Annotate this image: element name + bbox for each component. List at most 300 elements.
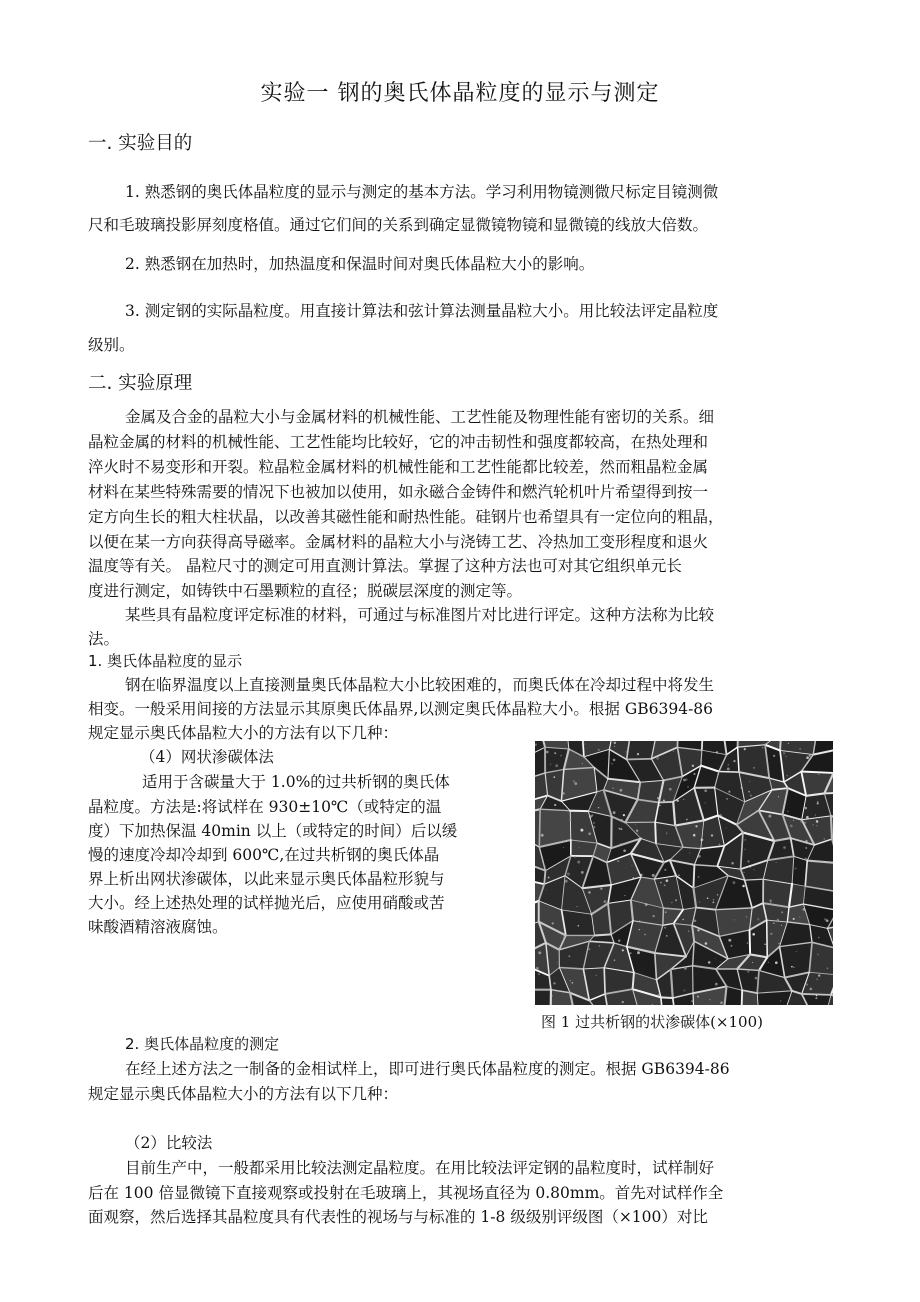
speckle bbox=[630, 952, 632, 954]
speckle bbox=[775, 961, 778, 964]
speckle bbox=[631, 865, 632, 866]
grain-boundary bbox=[719, 771, 739, 772]
speckle bbox=[645, 903, 648, 906]
speckle bbox=[664, 927, 666, 929]
grain-boundary bbox=[539, 809, 540, 847]
speckle bbox=[748, 791, 750, 793]
speckle bbox=[541, 834, 544, 837]
speckle bbox=[790, 825, 793, 828]
speckle bbox=[553, 982, 555, 984]
speckle bbox=[637, 869, 638, 870]
purpose-3-line-2: 级别。 bbox=[88, 336, 135, 354]
speckle bbox=[659, 805, 661, 807]
speckle bbox=[728, 791, 730, 793]
speckle bbox=[686, 819, 688, 821]
grain-boundary bbox=[659, 802, 673, 803]
speckle bbox=[773, 755, 775, 757]
speckle bbox=[618, 940, 620, 942]
speckle bbox=[538, 951, 541, 954]
speckle bbox=[614, 959, 615, 960]
speckle bbox=[676, 918, 678, 920]
method-line: 适用于含碳量大于 1.0%的过共析钢的奥氏体 bbox=[142, 773, 450, 791]
speckle bbox=[657, 797, 659, 799]
speckle bbox=[550, 764, 551, 765]
speckle bbox=[804, 858, 807, 861]
speckle bbox=[657, 980, 658, 981]
speckle bbox=[747, 890, 748, 891]
speckle bbox=[579, 847, 580, 848]
speckle bbox=[684, 967, 687, 970]
speckle bbox=[812, 824, 814, 826]
speckle bbox=[639, 929, 640, 930]
speckle bbox=[791, 966, 793, 968]
speckle bbox=[806, 756, 809, 759]
speckle bbox=[800, 820, 802, 822]
speckle bbox=[700, 759, 702, 761]
speckle bbox=[588, 948, 590, 950]
speckle bbox=[787, 775, 788, 776]
speckle bbox=[804, 822, 806, 824]
speckle bbox=[621, 819, 623, 821]
speckle bbox=[598, 807, 600, 809]
comparison-line: 后在 100 倍显微镜下直接观察或投射在毛玻璃上，其视场直径为 0.80mm。首先对试样作全 bbox=[88, 1184, 724, 1202]
speckle bbox=[747, 942, 748, 943]
grain-boundary bbox=[663, 908, 664, 925]
grain-boundary bbox=[655, 822, 656, 843]
speckle bbox=[620, 843, 621, 844]
speckle bbox=[614, 746, 615, 747]
speckle bbox=[582, 763, 583, 764]
speckle bbox=[698, 772, 699, 773]
speckle bbox=[745, 839, 746, 840]
display-line: 规定显示奥氏体晶粒大小的方法有以下几种： bbox=[88, 724, 399, 742]
speckle bbox=[552, 922, 554, 924]
speckle bbox=[778, 796, 779, 797]
speckle bbox=[770, 933, 772, 935]
speckle bbox=[816, 825, 817, 826]
speckle bbox=[622, 1001, 624, 1003]
speckle bbox=[799, 748, 800, 749]
grain-boundary bbox=[544, 871, 545, 885]
speckle bbox=[806, 984, 808, 986]
speckle bbox=[574, 856, 576, 858]
speckle bbox=[638, 787, 640, 789]
speckle bbox=[673, 751, 674, 752]
speckle bbox=[818, 974, 820, 976]
speckle bbox=[753, 869, 754, 870]
display-line: 相变。一般采用间接的方法显示其原奥氏体晶界,以测定奥氏体晶粒大小。根据 GB6394-86 bbox=[88, 700, 714, 718]
speckle bbox=[783, 846, 786, 849]
speckle bbox=[810, 988, 813, 991]
speckle bbox=[548, 876, 550, 878]
subsection-heading-measurement: 2. 奥氏体晶粒度的测定 bbox=[125, 1035, 280, 1053]
speckle bbox=[750, 866, 751, 867]
speckle bbox=[538, 973, 540, 975]
speckle bbox=[620, 828, 622, 830]
speckle bbox=[734, 919, 735, 920]
speckle bbox=[815, 814, 816, 815]
speckle bbox=[664, 869, 666, 871]
speckle bbox=[683, 779, 686, 782]
speckle bbox=[788, 742, 790, 744]
speckle bbox=[719, 844, 721, 846]
speckle bbox=[745, 882, 746, 883]
speckle bbox=[816, 820, 818, 822]
speckle bbox=[711, 834, 713, 836]
speckle bbox=[657, 994, 659, 996]
speckle bbox=[565, 880, 568, 883]
grain-network-image bbox=[535, 741, 833, 1005]
speckle bbox=[698, 855, 701, 858]
speckle bbox=[824, 918, 827, 921]
speckle bbox=[632, 877, 634, 879]
speckle bbox=[721, 962, 722, 963]
speckle bbox=[676, 799, 678, 801]
speckle bbox=[562, 792, 565, 795]
speckle bbox=[781, 911, 783, 913]
speckle bbox=[569, 819, 571, 821]
speckle bbox=[818, 774, 819, 775]
section-heading-purpose: 一. 实验目的 bbox=[88, 133, 193, 154]
speckle bbox=[744, 872, 745, 873]
speckle bbox=[680, 764, 682, 766]
principle-line: 以便在某一方向获得高导磁率。金属材料的晶粒大小与浇铸工艺、冷热加工变形程度和退火 bbox=[88, 533, 709, 551]
speckle bbox=[581, 871, 584, 874]
principle-line: 法。 bbox=[88, 630, 120, 648]
method-heading-comparison: （2）比较法 bbox=[125, 1134, 213, 1152]
speckle bbox=[544, 865, 546, 867]
speckle bbox=[689, 852, 690, 853]
speckle bbox=[639, 920, 640, 921]
speckle bbox=[778, 943, 780, 945]
speckle bbox=[622, 949, 624, 951]
speckle bbox=[780, 1000, 781, 1001]
speckle bbox=[747, 860, 749, 862]
speckle bbox=[757, 918, 760, 921]
speckle bbox=[764, 943, 766, 945]
speckle bbox=[742, 885, 745, 888]
speckle bbox=[726, 827, 727, 828]
speckle bbox=[623, 814, 625, 816]
speckle bbox=[746, 916, 747, 917]
speckle bbox=[652, 915, 654, 917]
comparison-line: 目前生产中，一般都采用比较法测定晶粒度。在用比较法评定钢的晶粒度时，试样制好 bbox=[125, 1159, 715, 1177]
speckle bbox=[666, 833, 667, 834]
speckle bbox=[623, 849, 626, 852]
speckle bbox=[799, 917, 800, 918]
speckle bbox=[755, 977, 758, 980]
speckle bbox=[577, 925, 579, 927]
speckle bbox=[793, 820, 794, 821]
speckle bbox=[580, 829, 583, 832]
micrograph-figure bbox=[535, 741, 833, 1005]
principle-line: 材料在某些特殊需要的情况下也被加以使用，如永磁合金铸件和燃汽轮机叶片希望得到按一 bbox=[88, 483, 709, 501]
speckle bbox=[678, 874, 680, 876]
speckle bbox=[707, 897, 709, 899]
speckle bbox=[693, 773, 695, 775]
speckle bbox=[666, 879, 669, 882]
speckle bbox=[576, 906, 577, 907]
speckle bbox=[717, 894, 719, 896]
speckle bbox=[812, 841, 814, 843]
speckle bbox=[588, 832, 591, 835]
figure-caption: 图 1 过共析钢的状渗碳体(×100) bbox=[541, 1013, 763, 1031]
speckle bbox=[691, 1000, 693, 1002]
grain-boundary bbox=[831, 816, 832, 839]
speckle bbox=[596, 975, 597, 976]
speckle bbox=[727, 764, 729, 766]
speckle bbox=[554, 804, 556, 806]
speckle bbox=[806, 816, 809, 819]
speckle bbox=[563, 847, 564, 848]
section-heading-principle: 二. 实验原理 bbox=[88, 373, 193, 394]
method-line: 味酸酒精溶液腐蚀。 bbox=[88, 918, 228, 936]
speckle bbox=[614, 742, 616, 744]
speckle bbox=[613, 811, 616, 814]
speckle bbox=[624, 895, 625, 896]
speckle bbox=[600, 887, 602, 889]
grain-boundary bbox=[738, 741, 739, 747]
speckle bbox=[688, 930, 690, 932]
principle-line: 定方向生长的粗大柱状晶，以改善其磁性能和耐热性能。硅钢片也希望具有一定位向的粗晶， bbox=[88, 508, 724, 526]
speckle bbox=[716, 751, 718, 753]
grain-boundary bbox=[767, 920, 768, 957]
display-line: 钢在临界温度以上直接测量奥氏体晶粒大小比较困难的，而奥氏体在冷却过程中将发生 bbox=[125, 676, 715, 694]
speckle bbox=[768, 962, 769, 963]
speckle bbox=[577, 861, 580, 864]
speckle bbox=[705, 802, 707, 804]
speckle bbox=[817, 954, 819, 956]
speckle bbox=[613, 759, 616, 762]
speckle bbox=[699, 901, 701, 903]
speckle bbox=[701, 838, 704, 841]
method-line: 界上析出网状渗碳体，以此来显示奥氏体晶粒形貌与 bbox=[88, 870, 445, 888]
speckle bbox=[744, 848, 746, 850]
speckle bbox=[636, 830, 638, 832]
speckle bbox=[644, 934, 646, 936]
speckle bbox=[731, 862, 734, 865]
speckle bbox=[619, 828, 621, 830]
speckle bbox=[567, 873, 570, 876]
speckle bbox=[817, 802, 819, 804]
speckle bbox=[713, 899, 714, 900]
speckle bbox=[697, 929, 699, 931]
principle-line: 某些具有晶粒度评定标准的材料，可通过与标准图片对比进行评定。这种方法称为比较 bbox=[125, 606, 715, 624]
speckle bbox=[574, 782, 577, 785]
speckle bbox=[557, 962, 558, 963]
speckle bbox=[805, 847, 807, 849]
speckle bbox=[682, 919, 684, 921]
speckle bbox=[787, 811, 789, 813]
principle-line: 金属及合金的晶粒大小与金属材料的机械性能、工艺性能及物理性能有密切的关系。细 bbox=[125, 408, 715, 426]
grain-boundary bbox=[661, 997, 673, 998]
grain-boundary bbox=[627, 759, 652, 760]
speckle bbox=[705, 942, 708, 945]
speckle bbox=[827, 967, 829, 969]
speckle bbox=[744, 748, 746, 750]
speckle bbox=[697, 996, 699, 998]
speckle bbox=[640, 874, 642, 876]
speckle bbox=[752, 962, 753, 963]
speckle bbox=[665, 911, 667, 913]
speckle bbox=[536, 967, 539, 970]
speckle bbox=[805, 840, 807, 842]
speckle bbox=[817, 801, 819, 803]
speckle bbox=[578, 968, 580, 970]
speckle bbox=[809, 755, 811, 757]
speckle bbox=[750, 794, 752, 796]
speckle bbox=[560, 755, 562, 757]
speckle bbox=[803, 908, 806, 911]
speckle bbox=[815, 997, 817, 999]
speckle bbox=[593, 822, 595, 824]
speckle bbox=[692, 765, 694, 767]
purpose-1-line-2: 尺和毛玻璃投影屏刻度格值。通过它们间的关系到确定显微镜物镜和显微镜的线放大倍数。 bbox=[88, 216, 709, 234]
speckle bbox=[675, 899, 677, 901]
speckle bbox=[635, 824, 636, 825]
speckle bbox=[816, 995, 817, 996]
speckle bbox=[598, 749, 600, 751]
speckle bbox=[588, 891, 591, 894]
speckle bbox=[593, 769, 594, 770]
speckle bbox=[671, 902, 672, 903]
grain-boundary bbox=[594, 934, 611, 935]
speckle bbox=[727, 768, 730, 771]
principle-line: 晶粒金属的材料的机械性能、工艺性能均比较好，它的冲击韧性和强度都较高，在热处理和 bbox=[88, 433, 709, 451]
speckle bbox=[667, 953, 669, 955]
principle-line: 淬火时不易变形和开裂。粒晶粒金属材料的机械性能和工艺性能都比较差，然而粗晶粒金属 bbox=[88, 458, 709, 476]
speckle bbox=[619, 789, 622, 792]
speckle bbox=[728, 939, 731, 942]
principle-line: 温度等有关。 晶粒尺寸的测定可用直测计算法。掌握了这种方法也可对其它组织单元长 bbox=[88, 557, 682, 575]
speckle bbox=[554, 752, 556, 754]
speckle bbox=[555, 764, 558, 767]
speckle bbox=[687, 786, 689, 788]
speckle bbox=[816, 979, 817, 980]
grain-boundary bbox=[633, 973, 634, 990]
method-line: 大小。经上述热处理的试样抛光后，应使用硝酸或苦 bbox=[88, 894, 445, 912]
measurement-line: 规定显示奥氏体晶粒大小的方法有以下几种： bbox=[88, 1085, 399, 1103]
speckle bbox=[709, 999, 710, 1000]
speckle bbox=[695, 825, 697, 827]
grain bbox=[671, 966, 693, 998]
speckle bbox=[715, 958, 716, 959]
speckle bbox=[707, 947, 708, 948]
speckle bbox=[568, 955, 570, 957]
speckle bbox=[720, 1001, 723, 1004]
method-line: 度）下加热保温 40min 以上（或特定的时间）后以缓 bbox=[88, 822, 458, 840]
purpose-3-line-1: 3. 测定钢的实际晶粒度。用直接计算法和弦计算法测量晶粒大小。用比较法评定晶粒度 bbox=[125, 302, 719, 320]
speckle bbox=[611, 763, 613, 765]
speckle bbox=[726, 798, 728, 800]
speckle bbox=[769, 899, 772, 902]
speckle bbox=[637, 951, 640, 954]
speckle bbox=[795, 867, 797, 869]
speckle bbox=[793, 918, 795, 920]
speckle bbox=[590, 913, 591, 914]
speckle bbox=[541, 889, 543, 891]
grain-boundary bbox=[750, 930, 751, 954]
speckle bbox=[675, 861, 676, 862]
speckle bbox=[551, 995, 552, 996]
principle-line: 度进行测定，如铸铁中石墨颗粒的直径；脱碳层深度的测定等。 bbox=[88, 582, 523, 600]
speckle bbox=[796, 951, 797, 952]
speckle bbox=[666, 935, 667, 936]
grain-boundary bbox=[741, 990, 742, 1005]
speckle bbox=[693, 834, 696, 837]
speckle bbox=[756, 810, 757, 811]
speckle bbox=[546, 889, 547, 890]
speckle bbox=[606, 860, 607, 861]
speckle bbox=[698, 876, 700, 878]
speckle bbox=[582, 743, 585, 746]
speckle bbox=[749, 781, 750, 782]
grain bbox=[535, 990, 551, 1005]
purpose-2-line-1: 2. 熟悉钢在加热时，加热温度和保温时间对奥氏体晶粒大小的影响。 bbox=[125, 255, 595, 273]
speckle bbox=[603, 900, 606, 903]
measurement-line: 在经上述方法之一制备的金相试样上，即可进行奥氏体晶粒度的测定。根据 GB6394-86 bbox=[125, 1060, 730, 1078]
speckle bbox=[573, 780, 575, 782]
purpose-1-line-1: 1. 熟悉钢的奥氏体晶粒度的显示与测定的基本方法。学习利用物镜测微尺标定目镜测微 bbox=[125, 183, 719, 201]
speckle bbox=[719, 814, 722, 817]
speckle bbox=[663, 799, 665, 801]
speckle bbox=[613, 788, 614, 789]
speckle bbox=[752, 933, 755, 936]
speckle bbox=[823, 838, 825, 840]
grain-boundary bbox=[802, 994, 831, 995]
speckle bbox=[553, 776, 555, 778]
speckle bbox=[712, 901, 714, 903]
method-heading-network-cementite: （4）网状渗碳体法 bbox=[140, 748, 274, 766]
speckle bbox=[652, 874, 655, 877]
speckle bbox=[776, 862, 777, 863]
grain-boundary bbox=[604, 968, 605, 994]
grain-boundary bbox=[824, 792, 833, 793]
page-title: 实验一 钢的奥氏体晶粒度的显示与测定 bbox=[260, 81, 660, 106]
speckle bbox=[732, 881, 735, 884]
comparison-line: 面观察，然后选择其晶粒度具有代表性的视场与与标准的 1-8 级级别评级图（×100）对比 bbox=[88, 1208, 708, 1226]
speckle bbox=[660, 882, 662, 884]
speckle bbox=[715, 983, 718, 986]
speckle bbox=[637, 833, 638, 834]
speckle bbox=[704, 789, 707, 792]
speckle bbox=[786, 756, 787, 757]
speckle bbox=[733, 760, 735, 762]
speckle bbox=[708, 961, 711, 964]
speckle bbox=[753, 767, 754, 768]
speckle bbox=[694, 920, 697, 923]
speckle bbox=[783, 752, 785, 754]
speckle bbox=[793, 967, 794, 968]
grain-boundary bbox=[745, 879, 764, 880]
method-line: 晶粒度。方法是:将试样在 930±10℃（或特定的温 bbox=[88, 798, 442, 816]
speckle bbox=[563, 936, 565, 938]
speckle bbox=[741, 787, 743, 789]
speckle bbox=[748, 908, 749, 909]
speckle bbox=[617, 860, 619, 862]
speckle bbox=[592, 826, 595, 829]
speckle bbox=[773, 922, 775, 924]
speckle bbox=[626, 751, 627, 752]
speckle bbox=[598, 945, 600, 947]
speckle bbox=[781, 925, 782, 926]
speckle bbox=[731, 945, 733, 947]
speckle bbox=[570, 980, 572, 982]
speckle bbox=[571, 982, 573, 984]
speckle bbox=[718, 774, 719, 775]
speckle bbox=[762, 747, 764, 749]
speckle bbox=[777, 919, 779, 921]
